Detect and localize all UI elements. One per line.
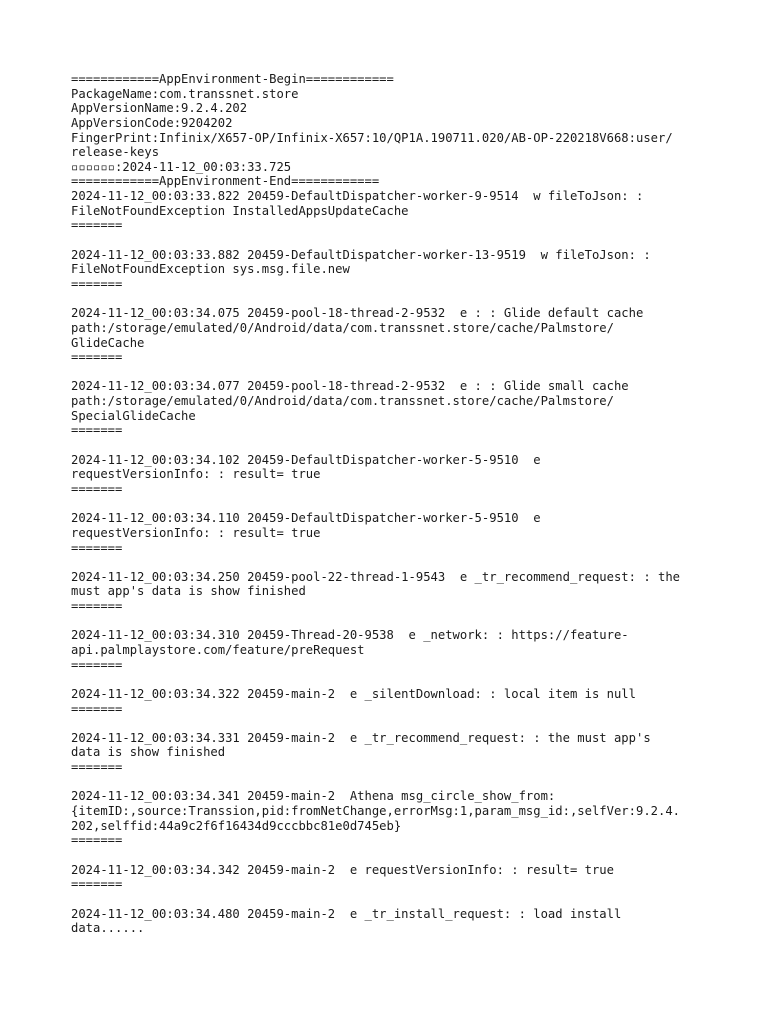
log-entry <box>71 863 711 892</box>
log-line: 2024-11-12_00:03:33.822 20459-DefaultDispatcher-worker-9-9514 w fileToJson: : <box>71 189 644 204</box>
log-entry <box>71 248 711 292</box>
entry-spacer <box>71 892 711 907</box>
log-line: 2024-11-12_00:03:34.110 20459-DefaultDispatcher-worker-5-9510 e <box>71 511 541 526</box>
entry-separator: ======= <box>71 760 123 775</box>
entry-spacer <box>71 672 711 687</box>
log-document <box>71 72 711 936</box>
app-environment-block <box>71 72 711 189</box>
log-line: 2024-11-12_00:03:34.250 20459-pool-22-thread-1-9543 e _tr_recommend_request: : the <box>71 569 681 584</box>
entry-separator: ======= <box>71 350 123 365</box>
log-entry <box>71 628 711 672</box>
entry-separator: ======= <box>71 481 123 496</box>
log-line: 2024-11-12_00:03:34.322 20459-main-2 e _silentDownload: : local item is null <box>71 686 636 701</box>
entry-spacer <box>71 614 711 629</box>
log-entry <box>71 511 711 555</box>
entry-separator: ======= <box>71 276 123 291</box>
environment-line: ============AppEnvironment-End============ <box>71 174 380 189</box>
entry-separator: ======= <box>71 657 123 672</box>
log-line: 2024-11-12_00:03:34.331 20459-main-2 e _tr_recommend_request: : the must app's <box>71 730 651 745</box>
log-line: 2024-11-12_00:03:34.310 20459-Thread-20-9538 e _network: : https://feature- <box>71 628 629 643</box>
entry-spacer <box>71 497 711 512</box>
log-line: 2024-11-12_00:03:33.882 20459-DefaultDispatcher-worker-13-9519 w fileToJson: : <box>71 247 651 262</box>
entry-spacer <box>71 716 711 731</box>
entry-separator: ======= <box>71 833 123 848</box>
entry-spacer <box>71 292 711 307</box>
log-entry <box>71 306 711 365</box>
log-line: data is show finished <box>71 745 226 760</box>
log-line: data...... <box>71 921 145 936</box>
log-line: 2024-11-12_00:03:34.077 20459-pool-18-thread-2-9532 e : : Glide small cache <box>71 379 629 394</box>
environment-line: ============AppEnvironment-Begin============ <box>71 72 394 86</box>
log-line: 2024-11-12_00:03:34.342 20459-main-2 e requestVersionInfo: : result= true <box>71 862 614 877</box>
log-line: FileNotFoundException InstalledAppsUpdateCache <box>71 203 409 218</box>
entry-separator: ======= <box>71 540 123 555</box>
log-line: path:/storage/emulated/0/Android/data/com.transsnet.store/cache/Palmstore/ <box>71 320 614 335</box>
environment-line: release-keys <box>71 145 160 160</box>
log-entry <box>71 379 711 438</box>
log-entry <box>71 453 711 497</box>
log-line: 202,selffid:44a9c2f6f16434d9cccbbc81e0d745eb} <box>71 818 402 833</box>
log-line: path:/storage/emulated/0/Android/data/com.transsnet.store/cache/Palmstore/ <box>71 394 614 409</box>
log-line: 2024-11-12_00:03:34.480 20459-main-2 e _tr_install_request: : load install <box>71 906 622 921</box>
log-entry <box>71 189 711 233</box>
log-line: GlideCache <box>71 335 145 350</box>
entry-separator: ======= <box>71 423 123 438</box>
log-line: requestVersionInfo: : result= true <box>71 467 321 482</box>
entry-spacer <box>71 438 711 453</box>
log-line: FileNotFoundException sys.msg.file.new <box>71 262 350 277</box>
entry-spacer <box>71 848 711 863</box>
entry-spacer <box>71 365 711 380</box>
log-entry <box>71 570 711 614</box>
entry-separator: ======= <box>71 599 123 614</box>
log-line: SpecialGlideCache <box>71 408 196 423</box>
entry-separator: ======= <box>71 701 123 716</box>
log-line: 2024-11-12_00:03:34.075 20459-pool-18-thread-2-9532 e : : Glide default cache <box>71 306 644 321</box>
log-line: 2024-11-12_00:03:34.102 20459-DefaultDispatcher-worker-5-9510 e <box>71 452 541 467</box>
log-entries <box>71 189 711 936</box>
log-line: requestVersionInfo: : result= true <box>71 525 321 540</box>
entry-separator: ======= <box>71 218 123 233</box>
entry-separator: ======= <box>71 877 123 892</box>
log-line: must app's data is show finished <box>71 584 306 599</box>
environment-line: FingerPrint:Infinix/X657-OP/Infinix-X657:10/QP1A.190711.020/AB-OP-220218V668:user/ <box>71 130 673 145</box>
environment-line: AppVersionCode:9204202 <box>71 115 233 130</box>
environment-line: ▫▫▫▫▫▫:2024-11-12_00:03:33.725 <box>71 159 292 174</box>
entry-spacer <box>71 555 711 570</box>
log-line: 2024-11-12_00:03:34.341 20459-main-2 Athena msg_circle_show_from: <box>71 789 556 804</box>
log-entry <box>71 907 711 936</box>
log-entry <box>71 789 711 848</box>
environment-line: PackageName:com.transsnet.store <box>71 86 299 101</box>
entry-spacer <box>71 233 711 248</box>
entry-spacer <box>71 775 711 790</box>
log-line: {itemID:,source:Transsion,pid:fromNetChange,errorMsg:1,param_msg_id:,selfVer:9.2.4. <box>71 804 681 819</box>
log-line: api.palmplaystore.com/feature/preRequest <box>71 642 365 657</box>
environment-line: AppVersionName:9.2.4.202 <box>71 101 248 116</box>
log-entry <box>71 687 711 716</box>
log-entry <box>71 731 711 775</box>
